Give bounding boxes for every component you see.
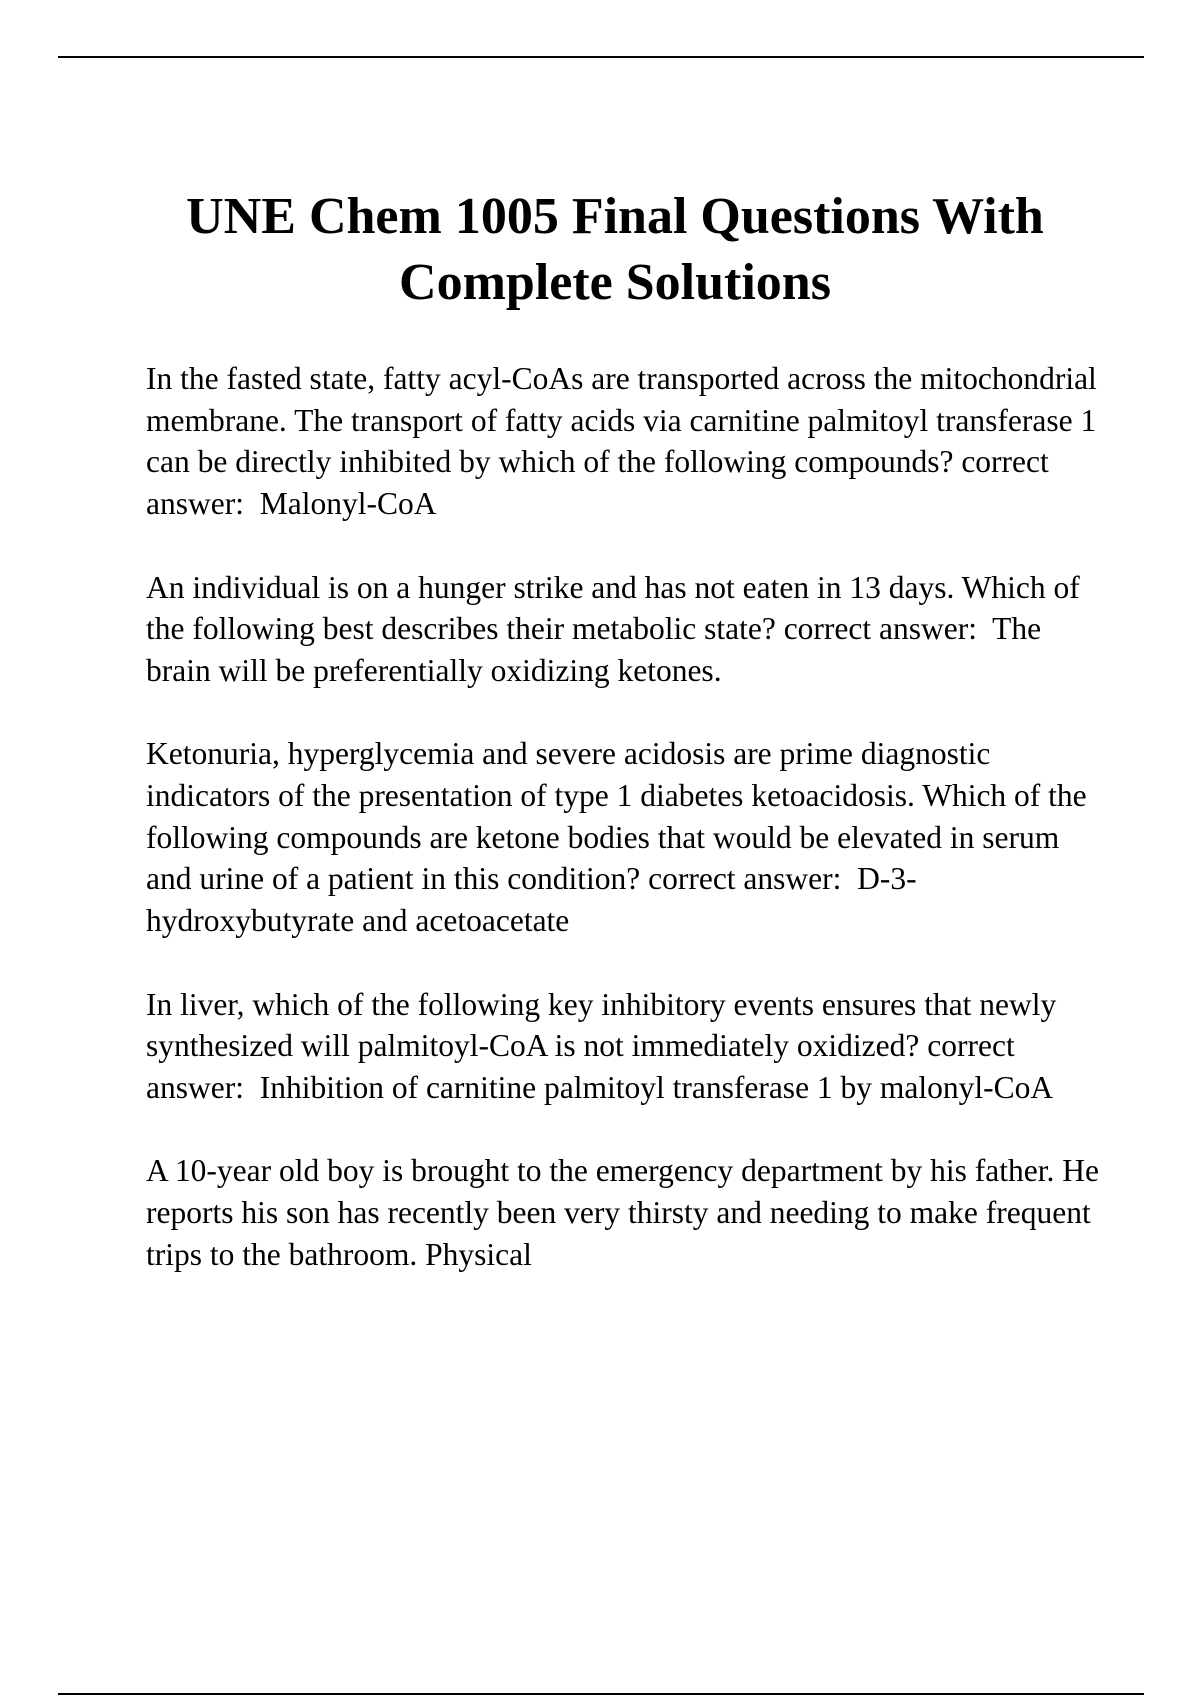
question-text: In the fasted state, fatty acyl-CoAs are transported across the mitochondrial membrane. The transport of fatty acids via carnitine palmitoyl transferase 1 can be directly inhibited by which of the following compounds?	[146, 361, 1097, 480]
answer-text: Malonyl-CoA	[259, 486, 437, 522]
qa-item	[146, 1150, 1106, 1275]
answer-text: Inhibition of carnitine palmitoyl transferase 1 by malonyl-CoA	[259, 1069, 1054, 1105]
question-text: In liver, which of the following key inhibitory events ensures that newly synthesized will palmitoyl-CoA is not immediately oxidized?	[146, 986, 1057, 1064]
qa-item	[146, 984, 1106, 1109]
header-rule	[58, 56, 1144, 58]
answer-label: correct answer:	[783, 611, 977, 647]
qa-item	[146, 358, 1106, 525]
answer-text: D-3-hydroxybutyrate and acetoacetate	[146, 861, 917, 939]
answer-text: The brain will be preferentially oxidizing ketones.	[146, 611, 1042, 688]
qa-item	[146, 733, 1106, 942]
document-title: UNE Chem 1005 Final Questions With Complete Solutions	[186, 188, 1044, 311]
footer-rule	[58, 1693, 1144, 1695]
question-text: An individual is on a hunger strike and has not eaten in 13 days. Which of the following best describes their metabolic state?	[146, 569, 1080, 647]
question-text: A 10-year old boy is brought to the emergency department by his father. He reports his son has recently been very thirsty and needing to make frequent trips to the bathroom. Physical	[146, 1153, 1099, 1272]
qa-item	[146, 567, 1106, 692]
question-text: Ketonuria, hyperglycemia and severe acidosis are prime diagnostic indicators of the presentation of type 1 diabetes ketoacidosis. Which of the following compounds are ketone bodies that would be elevated in serum and urine of a patient in this condition?	[146, 736, 1087, 897]
qa-list	[146, 358, 1106, 1317]
answer-label: correct answer:	[648, 861, 842, 897]
answer-label: correct answer:	[146, 444, 1049, 522]
answer-label: correct answer:	[146, 1028, 1015, 1105]
